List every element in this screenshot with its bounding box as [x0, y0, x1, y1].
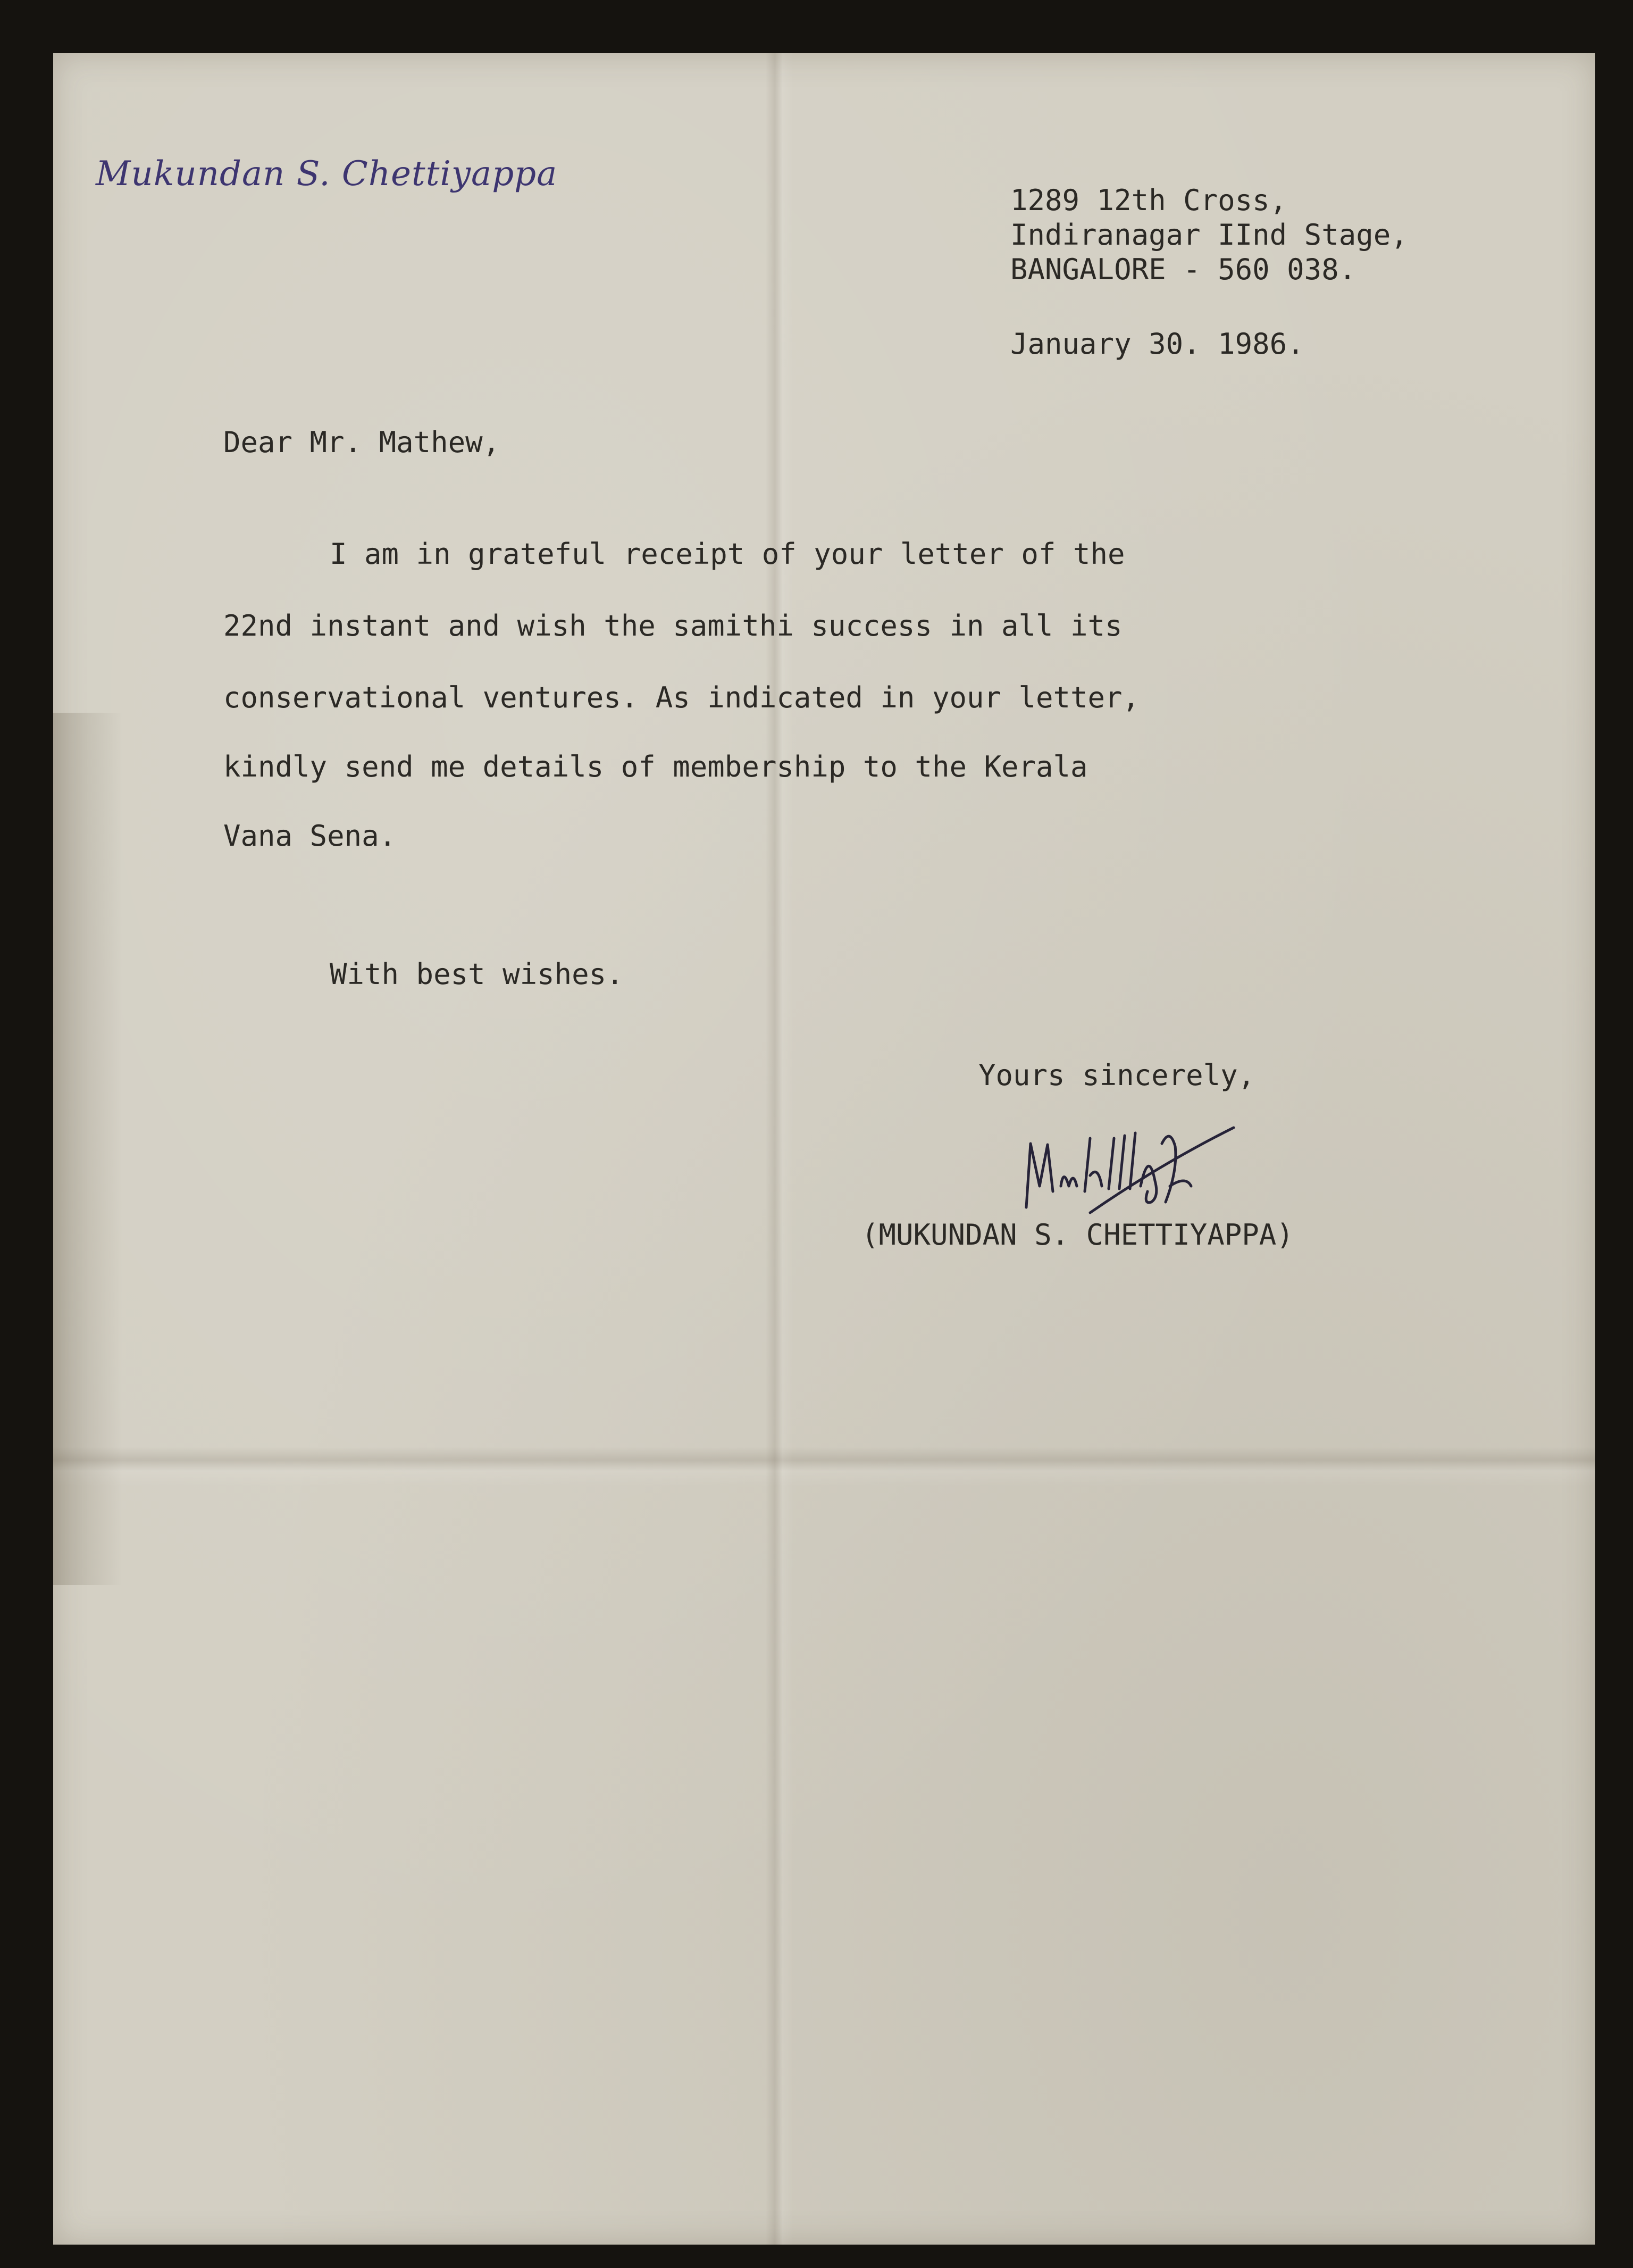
signature-icon	[1010, 1106, 1255, 1223]
body-line-5: Vana Sena.	[223, 819, 397, 853]
letter-date: January 30. 1986.	[1010, 327, 1304, 361]
letterhead-name: Mukundan S. Chettiyappa	[96, 154, 558, 194]
address-line-2: Indiranagar IInd Stage,	[1010, 218, 1408, 252]
salutation: Dear Mr. Mathew,	[223, 426, 500, 459]
address-line-1: 1289 12th Cross,	[1010, 184, 1287, 217]
typed-signatory-name: (MUKUNDAN S. CHETTIYAPPA)	[861, 1218, 1294, 1252]
body-line-2: 22nd instant and wish the samithi success in all its	[223, 609, 1123, 643]
body-line-3: conservational ventures. As indicated in your letter,	[223, 681, 1140, 714]
sign-off: Yours sincerely,	[978, 1058, 1255, 1092]
address-line-3: BANGALORE - 560 038.	[1010, 253, 1356, 286]
letter-paper	[53, 53, 1595, 2245]
body-line-4: kindly send me details of membership to the Kerala	[223, 750, 1088, 783]
torn-edge	[53, 713, 122, 1585]
body-line-1: I am in grateful receipt of your letter of the	[330, 537, 1125, 571]
closing-line: With best wishes.	[330, 957, 624, 991]
